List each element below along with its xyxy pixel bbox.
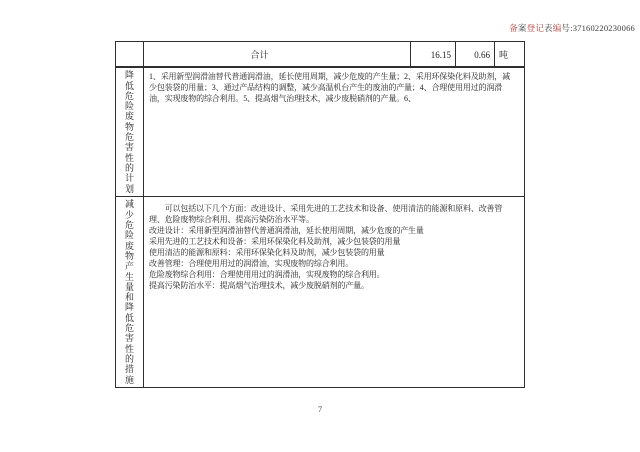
row-header-char: 性 <box>124 152 134 163</box>
row-header-char: 性 <box>124 343 134 354</box>
row-header-char: 量 <box>124 281 134 292</box>
row-header-char: 减 <box>124 199 134 210</box>
text-line: 1、采用新型润滑油替代普通润滑油，延长使用周期，减少危废的产生量；2、采用环保染化料及助剂，减 <box>149 72 510 81</box>
text-line: 危险废物综合利用：合理使用用过的润滑油，实现废物的综合利用。 <box>149 270 385 279</box>
form-number-part: 37160220230066 <box>572 23 635 33</box>
text-line: 理、危险废物综合利用、提高污染防治水平等。 <box>149 215 314 224</box>
total-unit: 吨 <box>499 50 509 60</box>
row-header-char: 危 <box>124 323 134 334</box>
total-value-2: 0.66 <box>456 42 495 66</box>
text-line: 使用清洁的能源和原料：采用环保染化料及助剂，减少包装袋的用量 <box>149 248 385 257</box>
row-header-char: 危 <box>124 132 134 143</box>
text-line: 提高污染防治水平：提高烟气治理技术，减少废脱硝剂的产量。 <box>149 281 369 290</box>
row-header-char: 的 <box>124 354 134 364</box>
text-line: 改善管理：合理使用用过的润滑油，实现废物的综合利用。 <box>149 259 354 268</box>
measures-text-cell <box>144 197 524 387</box>
total-value-1: 16.15 <box>411 42 456 66</box>
form-number-part: 登 <box>526 23 536 33</box>
row-header-char: 降 <box>124 70 134 81</box>
row-header-char: 物 <box>124 250 134 261</box>
plan-text-cell <box>144 68 524 196</box>
row-header-char: 降 <box>124 302 134 313</box>
hazardous-waste-table <box>115 41 525 388</box>
form-number-part: 案 <box>517 23 527 33</box>
row-header-plan <box>116 68 144 196</box>
form-registration-number <box>509 23 635 33</box>
table-row-total <box>116 42 524 68</box>
row-header-char: 少 <box>124 209 134 220</box>
text-line: 油，实现废物的综合利用。5、提高烟气治理技术，减少废脱硝剂的产量。6、 <box>149 94 416 103</box>
row-header-char: 险 <box>124 230 134 241</box>
row-header-char: 低 <box>124 80 134 91</box>
text-line: 采用先进的工艺技术和设备：采用环保染化料及助剂，减少包装袋的用量 <box>149 237 401 246</box>
total-row-stub-cell <box>116 42 144 66</box>
row-header-char: 低 <box>124 312 134 323</box>
form-number-part: 表 <box>544 23 553 33</box>
text-line: 改进设计：采用新型润滑油替代普通润滑油，延长使用周期，减少危废的产生量 <box>149 226 424 235</box>
row-header-char: 施 <box>124 374 134 385</box>
row-header-char: 物 <box>124 121 134 132</box>
row-header-char: 危 <box>124 90 134 101</box>
text-line: 少包装袋的用量；3、通过产品结构的调整，减少高温机台产生的废油的产量；4、合理使用用过的润滑 <box>149 83 503 92</box>
row-header-char: 产 <box>124 261 134 272</box>
row-header-char: 和 <box>124 292 134 303</box>
row-header-char: 的 <box>124 162 134 173</box>
form-number-part: 编 <box>552 23 562 33</box>
page-number: 7 <box>317 404 323 414</box>
row-header-char: 险 <box>124 101 134 112</box>
row-header-char: 废 <box>124 240 134 251</box>
row-header-char: 害 <box>124 142 134 153</box>
table-row-measures <box>116 197 524 387</box>
table-row-plan <box>116 68 524 197</box>
text-line: 可以包括以下几个方面：改进设计、采用先进的工艺技术和设备、使用清洁的能源和原料、改善管 <box>149 204 503 213</box>
form-number-part: 记 <box>535 23 545 33</box>
row-header-char: 计 <box>124 173 134 184</box>
form-number-part: 号: <box>561 23 573 33</box>
total-row-label: 合计 <box>144 42 411 66</box>
row-header-char: 害 <box>124 333 134 344</box>
row-header-char: 措 <box>124 364 134 375</box>
row-header-char: 危 <box>124 219 134 230</box>
row-header-char: 生 <box>124 271 134 282</box>
row-header-char: 废 <box>124 111 134 122</box>
row-header-char: 划 <box>124 183 134 194</box>
form-number-part: 备 <box>509 23 518 33</box>
row-header-measures <box>116 197 144 387</box>
